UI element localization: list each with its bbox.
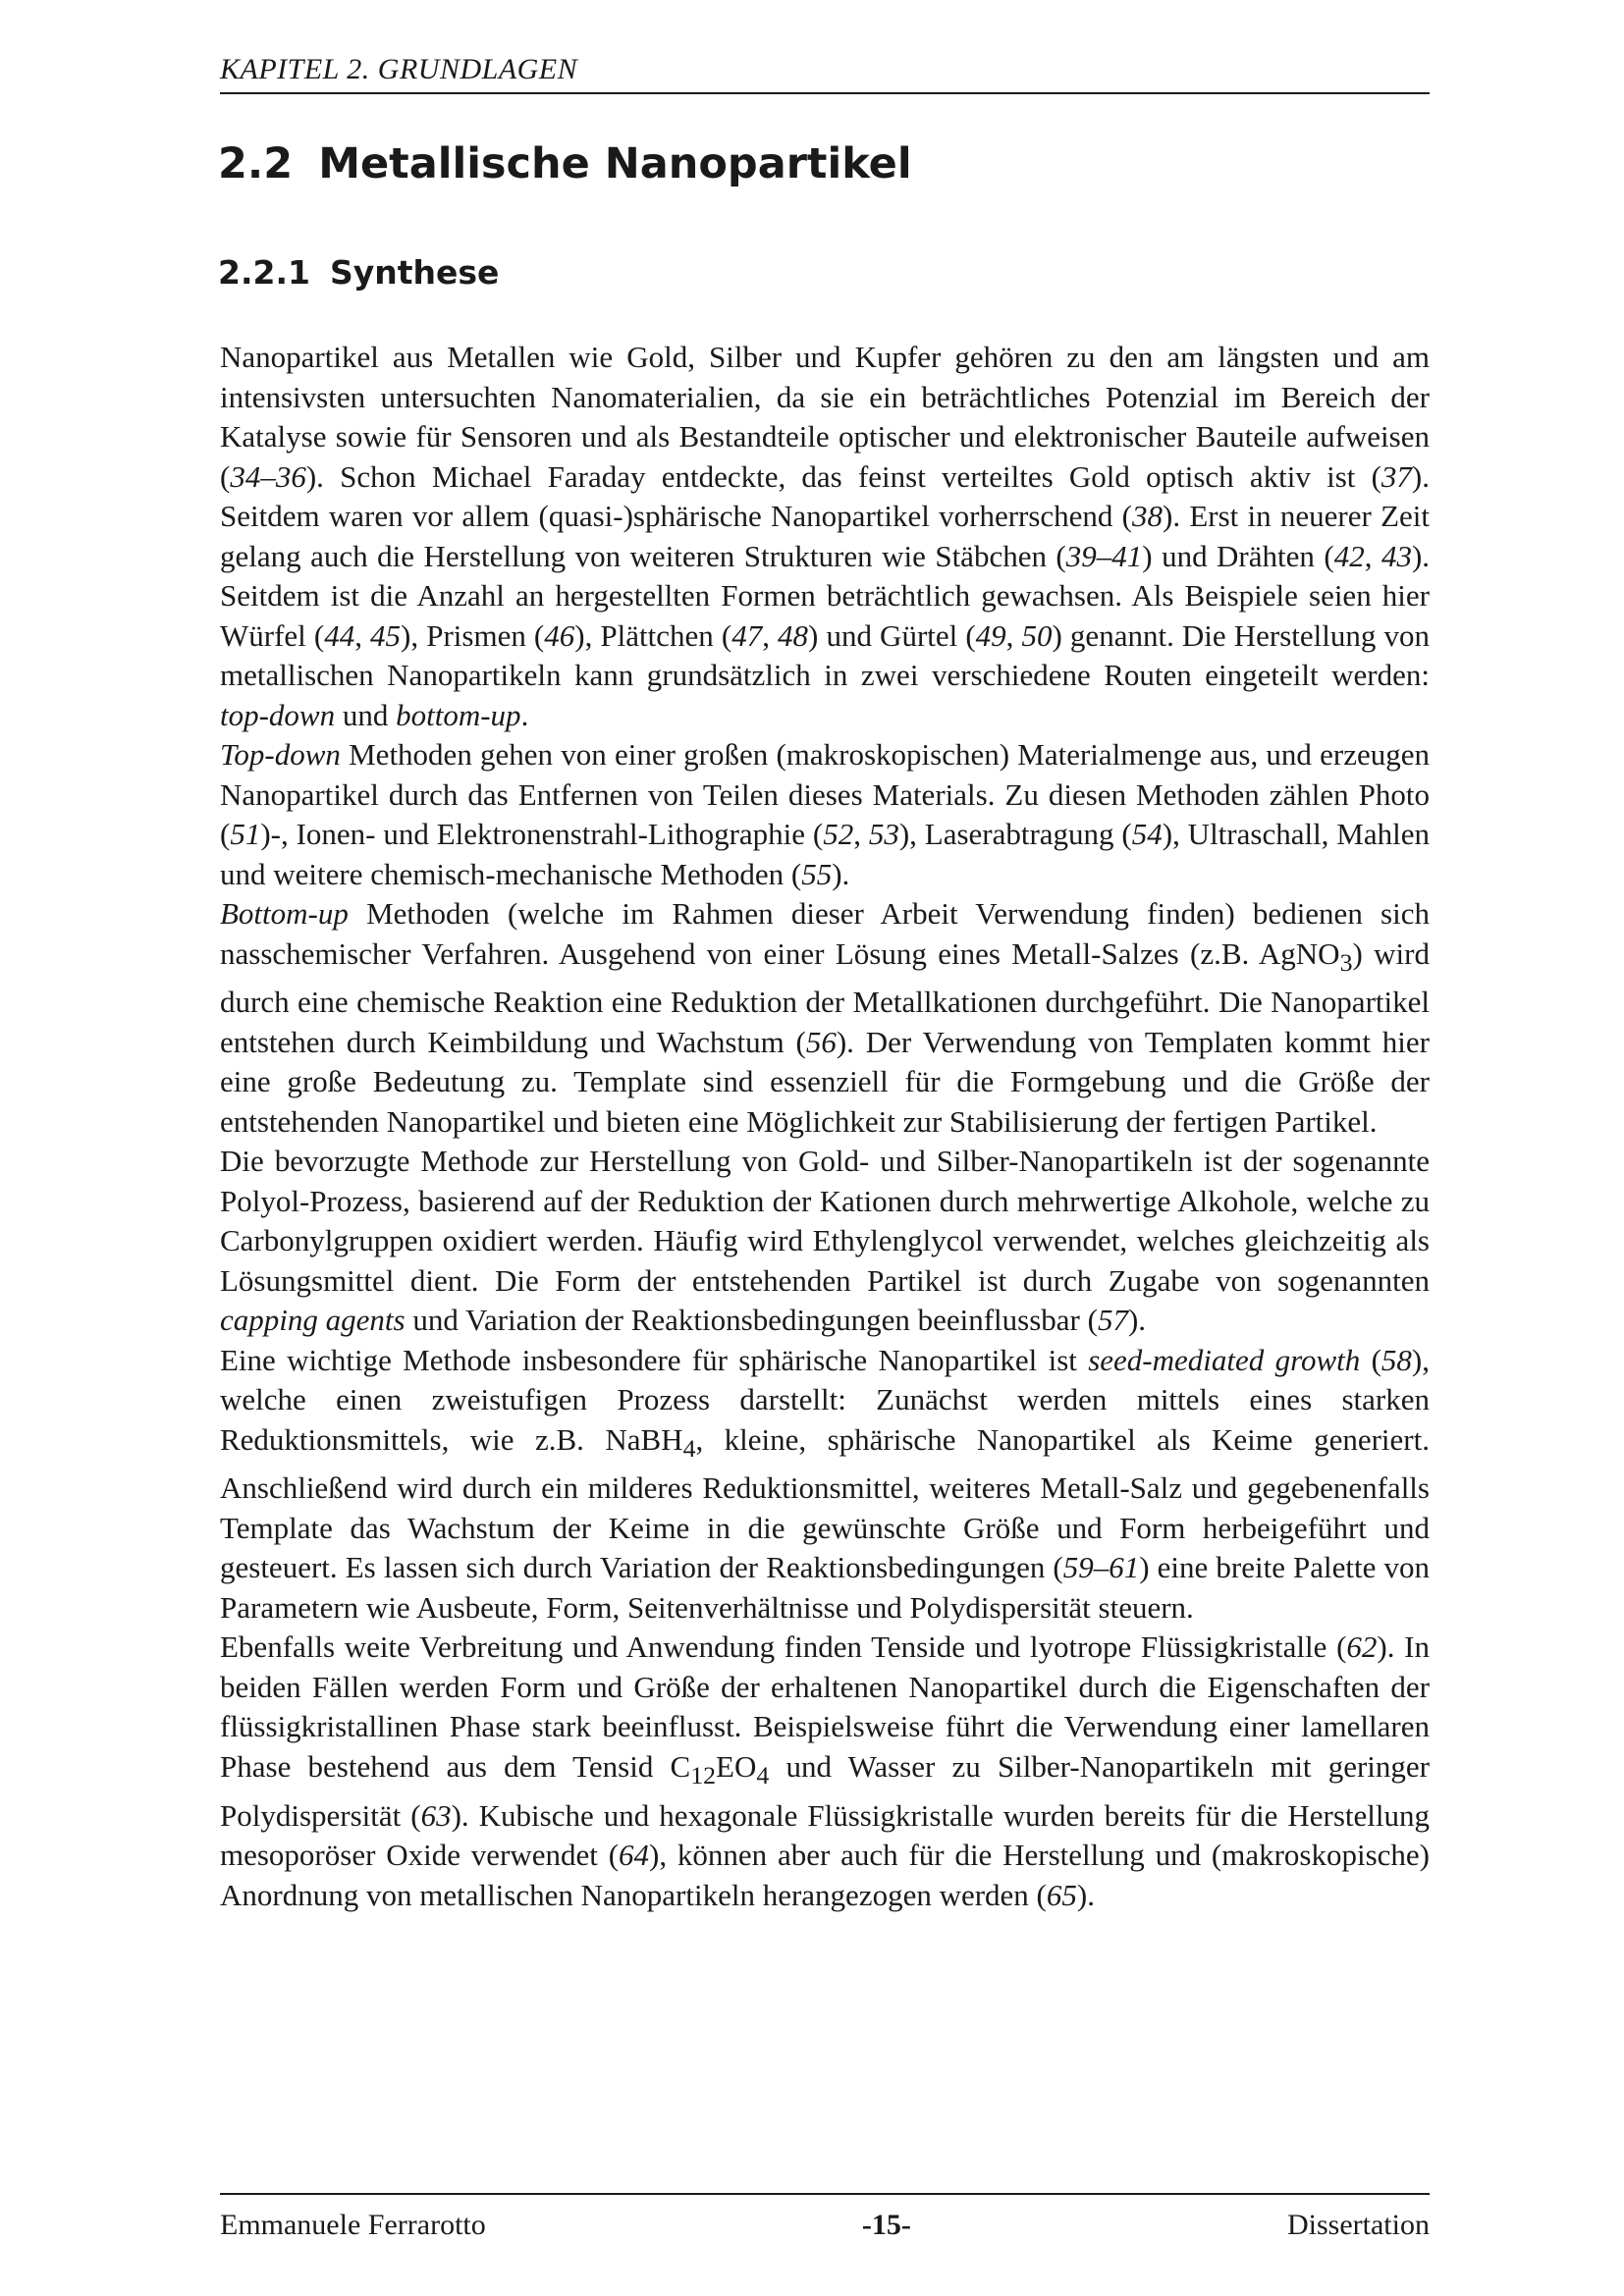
citation: 43 (1380, 538, 1412, 573)
section-title: Metallische Nanopartikel (318, 139, 912, 188)
citation: 54 (1131, 817, 1163, 851)
paragraph-intro: Nanopartikel aus Metallen wie Gold, Silber und Kupfer gehören zu den am längsten und am intensivsten untersuchten Nanomaterialien, da sie ein beträchtliches Potenzial im Bereich der Katalyse sowie für Sensoren und als Bestandteile optischer und elektronischer Bauteile aufweisen (34–36). Schon Michael Faraday entdeckte, das feinst verteiltes Gold optisch aktiv ist (37). Seitdem waren vor allem (quasi-)sphärische Nanopartikel vorherrschend (38). Erst in neuerer Zeit gelang auch die Herstellung von weiteren Strukturen wie Stäbchen (39–41) und Drähten (42, 43). Seitdem ist die Anzahl an hergestellten Formen beträchtlich gewachsen. Als Beispiele seien hier Würfel (44, 45), Prismen (46), Plättchen (47, 48) und Gürtel (49, 50) genannt. Die Herstellung von metallischen Nanopartikeln kann grundsätzlich in zwei verschiedene Routen eingeteilt werden: top-down und bottom-up. (220, 340, 1431, 732)
citation: 65 (1046, 1877, 1077, 1912)
citation: 49 (975, 617, 1006, 653)
running-header-title: KAPITEL 2. GRUNDLAGEN (220, 53, 578, 85)
citation: 37 (1380, 458, 1412, 494)
citation: 50 (1021, 617, 1053, 653)
running-header (220, 53, 1430, 94)
emphasis-term: capping agents (220, 1303, 406, 1338)
citation: 39–41 (1065, 538, 1143, 573)
paragraph-seed-mediated: Eine wichtige Methode insbesondere für sphärische Nanopartikel ist seed-mediated growth (58), welche einen zweistufigen Prozess darstellt: Zunächst werden mittels eines starken Reduktionsmittels, wie z.B. NaBH$_4$, kleine, sphärische Nanopartikel als Keime generiert. Anschließend wird durch ein milderes Reduktionsmittel, weiteres Metall-Salz und gegebenenfalls Template das Wachstum der Keime in die gewünschte Größe und Form herbeigeführt und gesteuert. Es lassen sich durch Variation der Reaktionsbedingungen (59–61) eine breite Palette von Parametern wie Ausbeute, Form, Seitenverhältnisse und Polydispersität steuern. (220, 1342, 1430, 1625)
subscript: 12 (690, 1761, 717, 1790)
citation: 51 (230, 817, 261, 851)
citation: 64 (619, 1838, 650, 1873)
citation: 46 (544, 617, 575, 653)
emphasis-term: top-down (220, 697, 336, 732)
footer-doc-type: Dissertation (1287, 2209, 1430, 2241)
section-number: 2.2 (218, 139, 294, 188)
subscript: 4 (756, 1761, 770, 1790)
emphasis-term: bottom-up (396, 697, 521, 732)
page-number: -15- (861, 2209, 911, 2241)
citation: 38 (1132, 499, 1164, 533)
paragraph-bottom-up: Bottom-up Methoden (welche im Rahmen dieser Arbeit Verwendung finden) bedienen sich nasschemischer Verfahren. Ausgehend von einer Lösung eines Metall-Salzes (z.B. AgNO$_3$) wird durch eine chemische Reaktion eine Reduktion der Metallkationen durchgeführt. Die Nanopartikel entstehen durch Keimbildung und Wachstum (56). Der Verwendung von Templaten kommt hier eine große Bedeutung zu. Template sind essenziell für die Formgebung und die Größe der entstehenden Nanopartikel und bieten eine Möglichkeit zur Stabilisierung der fertigen Partikel. (220, 896, 1430, 1139)
emphasis-term: Bottom-up (220, 896, 349, 931)
citation: 58 (1380, 1342, 1412, 1377)
emphasis-term: seed-mediated growth (1088, 1342, 1361, 1377)
subsection-number: 2.2.1 (218, 253, 310, 292)
emphasis-term: Top-down (220, 737, 341, 772)
citation: 62 (1346, 1629, 1378, 1665)
subscript: 3 (1339, 947, 1353, 977)
citation: 59–61 (1062, 1550, 1140, 1585)
subsection-title: Synthese (329, 253, 500, 292)
paragraph-top-down: Top-down Methoden gehen von einer großen (makroskopischen) Materialmenge aus, und erzeugen Nanopartikel durch das Entfernen von Teilen dieses Materials. Zu diesen Methoden zählen Photo (51)-, Ionen- und Elektronenstrahl-Lithographie (52, 53), Laserabtragung (54), Ultraschall, Mahlen und weitere chemisch-mechanische Methoden (55). (220, 737, 1430, 891)
paragraph-liquid-crystals: Ebenfalls weite Verbreitung und Anwendung finden Tenside und lyotrope Flüssigkristalle (62). In beiden Fällen werden Form und Größe der erhaltenen Nanopartikel durch die Eigenschaften der flüssigkristallinen Phase stark beeinflusst. Beispielsweise führt die Verwendung einer lamellaren Phase bestehend aus dem Tensid $C_{12}EO_4$ und Wasser zu Silber-Nanopartikeln mit geringer Polydispersität (63). Kubische und hexagonale Flüssigkristalle wurden bereits für die Herstellung mesoporöser Oxide verwendet (64), können aber auch für die Herstellung und (makroskopische) Anordnung von metallischen Nanopartikeln herangezogen werden (65). (220, 1629, 1430, 1912)
citation: 34–36 (230, 458, 306, 494)
citation: 45 (370, 617, 402, 653)
footer-author: Emmanuele Ferrarotto (220, 2209, 486, 2241)
paragraph-polyol: Die bevorzugte Methode zur Herstellung von Gold- und Silber-Nanopartikeln ist der sogenannte Polyol-Prozess, basierend auf der Reduktion der Kationen durch mehrwertige Alkohole, welche zu Carbonylgruppen oxidiert werden. Häufig wird Ethylenglycol verwendet, welches gleichzeitig als Lösungsmittel dient. Die Form der entstehenden Partikel ist durch Zugabe von sogenannten capping agents und Variation der Reaktionsbedingungen beeinflussbar (57). (220, 1144, 1430, 1338)
subscript: 4 (682, 1433, 696, 1463)
citation: 42 (1333, 538, 1365, 573)
citation: 44 (324, 617, 355, 653)
subsection-heading (218, 253, 499, 292)
body-text (220, 338, 1430, 1915)
citation: 53 (868, 817, 899, 851)
citation: 63 (420, 1797, 452, 1833)
citation: 56 (805, 1024, 837, 1059)
citation: 52 (823, 817, 854, 851)
citation: 55 (801, 856, 833, 891)
citation: 48 (778, 617, 809, 653)
section-heading (218, 139, 912, 188)
citation: 57 (1097, 1303, 1128, 1338)
page-footer (220, 2193, 1430, 2242)
citation: 47 (731, 617, 763, 653)
